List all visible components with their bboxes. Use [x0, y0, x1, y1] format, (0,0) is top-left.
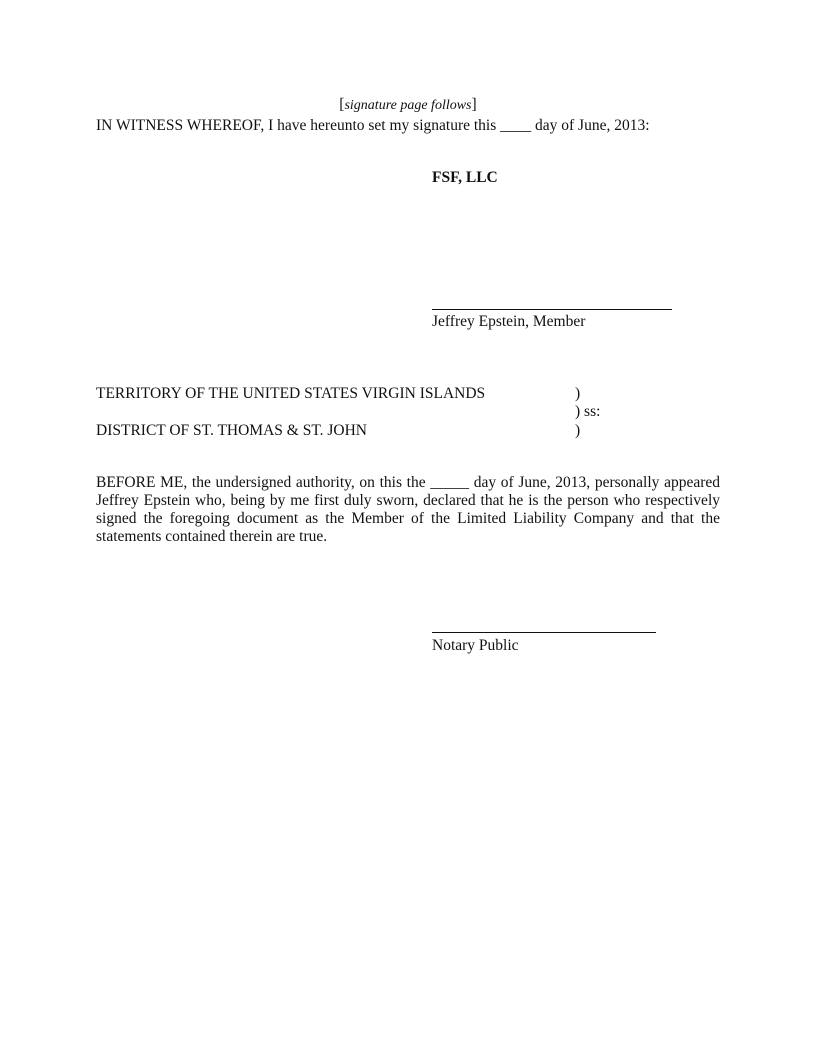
- notary-public-label: Notary Public: [432, 637, 519, 654]
- notary-signature-line: [432, 632, 656, 633]
- note-text: signature page follows: [344, 98, 472, 113]
- venue-paren-ss: ) ss:: [575, 403, 601, 420]
- venue-district: DISTRICT OF ST. THOMAS & ST. JOHN: [96, 422, 368, 439]
- venue-paren-bottom: ): [575, 422, 581, 439]
- venue-territory: TERRITORY OF THE UNITED STATES VIRGIN ISLANDS: [96, 385, 486, 402]
- member-signature-line: [432, 309, 672, 310]
- note-open-bracket: [: [339, 96, 345, 113]
- notary-acknowledgment: BEFORE ME, the undersigned authority, on this the _____ day of June, 2013, personally appeared Jeffrey Epstein who, being by me first duly sworn, declared that he is the person who respectively signed the foregoing document as the Member of the Limited Liability Company and that the statements contained therein are true.: [96, 474, 720, 545]
- venue-paren-top: ): [575, 385, 581, 402]
- signer-name-title: Jeffrey Epstein, Member: [432, 313, 586, 330]
- note-close-bracket: ]: [471, 96, 477, 113]
- company-name: FSF, LLC: [432, 169, 498, 186]
- witness-clause: IN WITNESS WHEREOF, I have hereunto set my signature this ____ day of June, 2013:: [96, 117, 650, 134]
- signature-page-note: [0, 96, 816, 115]
